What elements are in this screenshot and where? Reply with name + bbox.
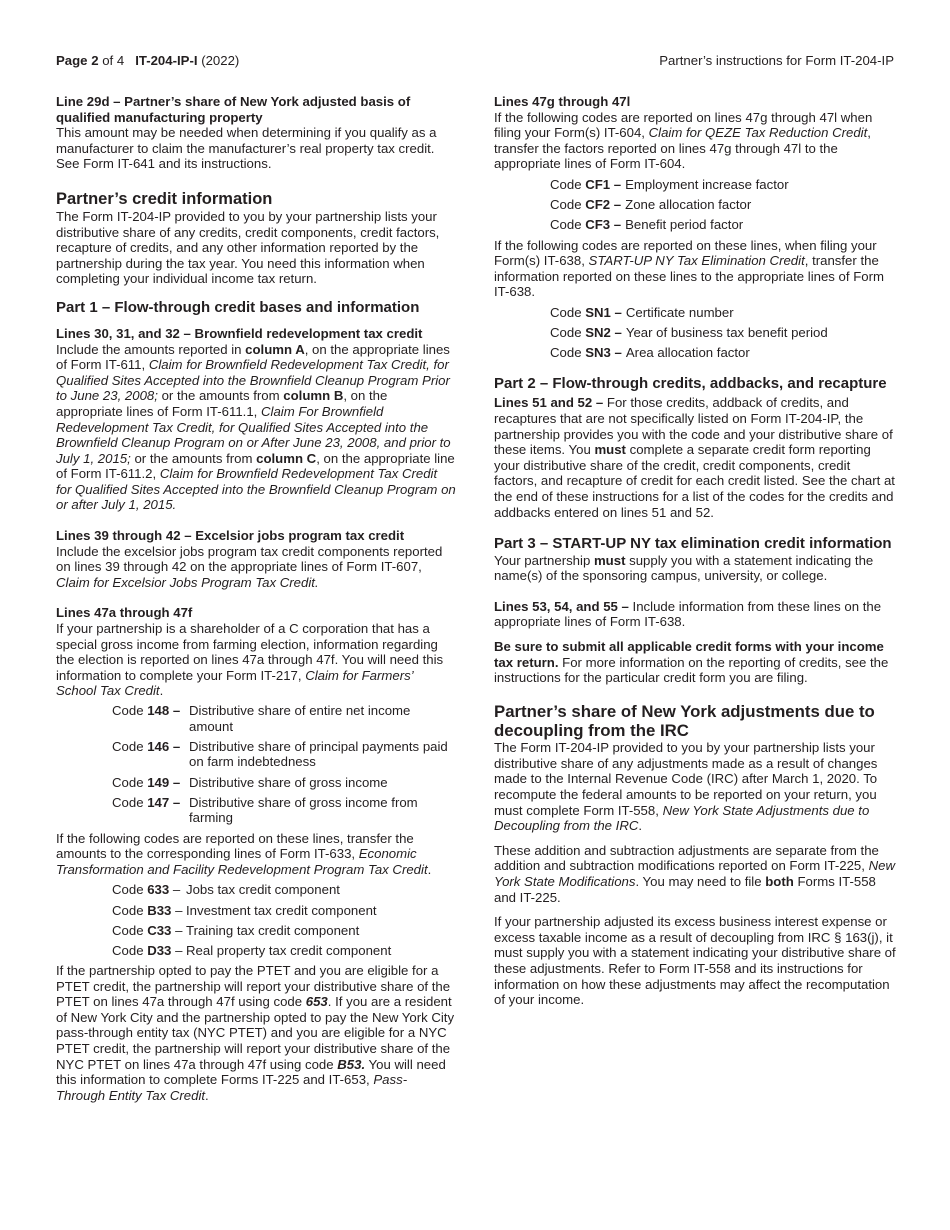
part2-body: Lines 51 and 52 – For those credits, addback of credits, and recaptures that are not specifically listed on Form IT-204-IP, the partnership provides you with the code and your distributive share of these items. You must complete a separate credit form reporting your distributive share of the credit, credit components, credit factors, and recapture of credit for each credit listed. See the chart at the end of these instructions for a list of the codes for the credits and addbacks entered on lines 51 and 52. (494, 395, 895, 520)
qeze-code-list (550, 177, 896, 233)
excelsior-heading: Lines 39 through 42 – Excelsior jobs program tax credit (56, 528, 405, 544)
page-of: of 4 (102, 53, 125, 68)
submit-forms-body: Be sure to submit all applicable credit forms with your income tax return. For more information on the reporting of credits, see the instructions for the particular credit form you are filing. (494, 639, 889, 686)
credit-info-heading: Partner’s credit information (56, 189, 273, 208)
list-item: Code D33 – Real property tax credit component (112, 942, 392, 958)
it633-body: If the following codes are reported on these lines, transfer the amounts to the corresponding lines of Form IT-633, Economic Transformation and Facility Redevelopment Program Tax Credit. (56, 830, 432, 877)
form-year: (2022) (201, 53, 240, 68)
list-item: Code 149 – Distributive share of gross income (112, 774, 388, 790)
list-item: Code 147 – Distributive share of gross income from farming (112, 794, 418, 826)
right-column (494, 94, 896, 1008)
decoupling-body-3: If your partnership adjusted its excess business interest expense or excess taxable income as a result of decoupling from IRC § 163(j), it must supply you with a statement indicating your distributive share of these adjustments. Refer to Form IT-558 and its instructions for information on how these adjustments may affect the recomputation of your income. (494, 914, 896, 1008)
farm-code-list (112, 703, 456, 826)
credit-info-body: The Form IT-204-IP provided to you by your partnership lists your distributive share of any credits, credit components, credit factors, recapture of credits, and any other information reported by the partnership during the tax year. You need this information when completing your individual income tax return. (56, 208, 440, 287)
decoupling-body-2: These addition and subtraction adjustments are separate from the addition and subtraction modifications reported on Form IT-225, New York State Modifications. You may need to file both Forms IT-558 and IT-225. (494, 842, 895, 905)
ptet-body: If the partnership opted to pay the PTET and you are eligible for a PTET credit, the partnership will report your distributive share of the PTET on lines 47a through 47f using code 653. If you are a resident of New York City and the partnership opted to pay the New York City pass-through entity tax (NYC PTET) and you are eligible for a NYC PTET credit, the partnership will report your distributive share of the NYC PTET on lines 47a through 47f using code B53. You will need this information to complete Forms IT-225 and IT-653, Pass-Through Entity Tax Credit. (56, 963, 455, 1103)
line47a-body: If your partnership is a shareholder of a C corporation that has a special gross income from farming election, information regarding the election is reported on lines 47a through 47f. You will need this information to complete your Form IT-217, Claim for Farmers’ School Tax Credit. (56, 621, 444, 699)
it633-code-list (112, 882, 456, 958)
list-item: Code CF3 – Benefit period factor (550, 217, 744, 233)
brownfield-heading: Lines 30, 31, and 32 – Brownfield redevelopment tax credit (56, 325, 423, 341)
list-item: Code CF2 – Zone allocation factor (550, 197, 752, 213)
excelsior-body: Include the excelsior jobs program tax credit components reported on lines 39 through 42 on the appropriate lines of Form IT-607, Claim for Excelsior Jobs Program Tax Credit. (56, 543, 443, 590)
header-title: Partner’s instructions for Form IT-204-IP (659, 53, 894, 68)
list-item: Code 146 – Distributive share of principal payments paid on farm indebtedness (112, 738, 448, 770)
decoupling-heading: Partner’s share of New York adjustments due to decoupling from the IRC (494, 701, 875, 740)
list-item: Code 633 – Jobs tax credit component (112, 882, 340, 898)
page-word: Page (56, 53, 88, 68)
part3-body: Your partnership must supply you with a statement indicating the name(s) of the sponsoring campus, university, or college. (494, 552, 874, 584)
lines53-body: Lines 53, 54, and 55 – Include information from these lines on the appropriate lines of Form IT-638. (494, 598, 882, 630)
startup-code-list (550, 305, 896, 361)
list-item: Code B33 – Investment tax credit component (112, 902, 377, 918)
page-number (56, 53, 239, 69)
startup-body: If the following codes are reported on these lines, when filing your Form(s) IT-638, START-UP NY Tax Elimination Credit, transfer the information reported on these lines to the appropriate lines of Form IT-638. (494, 237, 884, 300)
left-column (56, 94, 456, 1103)
list-item: Code SN3 – Area allocation factor (550, 345, 750, 361)
line29d-heading: Line 29d – Partner’s share of New York adjusted basis of qualified manufacturing property (56, 94, 411, 125)
list-item: Code 148 – Distributive share of entire net income amount (112, 703, 411, 734)
brownfield-body: Include the amounts reported in column A, on the appropriate lines of Form IT-611, Claim for Brownfield Redevelopment Tax Credit, for Qualified Sites Accepted into the Brownfield Cleanup Program Prior to June 23, 2008; or the amounts from column B, on the appropriate lines of Form IT-611.1, Claim For Brownfield Redevelopment Tax Credit, for Qualified Sites Accepted into the Brownfield Cleanup Program on or After June 23, 2008, and prior to July 1, 2015; or the amounts from column C, on the appropriate line of Form IT-611.2, Claim for Brownfield Redevelopment Tax Credit for Qualified Sites Accepted into the Brownfield Cleanup Program on or after July 1, 2015. (56, 341, 456, 513)
part3-heading: Part 3 – START-UP NY tax elimination credit information (494, 535, 892, 553)
part2-heading: Part 2 – Flow-through credits, addbacks, and recapture (494, 374, 887, 392)
line47g-heading: Lines 47g through 47l (494, 94, 631, 109)
line29d-body: This amount may be needed when determining if you qualify as a manufacturer to claim the manufacturer’s real property tax credit. See Form IT-641 and its instructions. (56, 125, 437, 172)
list-item: Code C33 – Training tax credit component (112, 922, 360, 938)
form-id: IT-204-IP-I (135, 53, 198, 68)
decoupling-body: The Form IT-204-IP provided to you by your partnership lists your distributive share of any adjustments made as a result of changes made to the Internal Revenue Code (IRC) after March 1, 2020. To recompute the federal amounts to be reported on your return, you must complete Form IT-558, New York State Adjustments due to Decoupling from the IRC. (494, 740, 878, 834)
list-item: Code SN1 – Certificate number (550, 304, 734, 320)
part1-heading: Part 1 – Flow-through credit bases and information (56, 298, 420, 316)
list-item: Code SN2 – Year of business tax benefit period (550, 325, 828, 341)
list-item: Code CF1 – Employment increase factor (550, 176, 789, 192)
page-num: 2 (91, 53, 99, 68)
line47g-body: If the following codes are reported on lines 47g through 47l when filing your Form(s) IT-604, Claim for QEZE Tax Reduction Credit, transfer the factors reported on lines 47g through 47l to the appropriate lines of Form IT-604. (494, 109, 873, 172)
line47a-heading: Lines 47a through 47f (56, 605, 193, 621)
